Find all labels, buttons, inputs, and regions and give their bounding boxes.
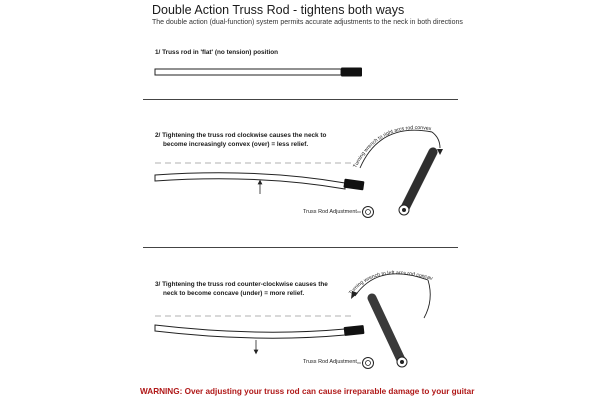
step-2-wrench-icon (399, 152, 433, 215)
warning-text: WARNING: Over adjusting your truss rod can cause irreparable damage to your guitar (140, 387, 475, 396)
step-3-wrench-icon (372, 298, 407, 367)
page-subtitle: The double action (dual-function) system permits accurate adjustments to the neck in both directions (152, 19, 463, 26)
concave-truss-rod (155, 325, 364, 338)
step-3-adjustment-label: Truss Rod Adjustment (303, 359, 357, 365)
step-1-label: 1/ Truss rod in 'flat' (no tension) position (155, 49, 279, 56)
step-2-adjustment-nut-icon (357, 207, 374, 218)
flat-truss-rod (155, 68, 362, 77)
step-2-label-line1: 2/ Tightening the truss rod clockwise causes the neck to (155, 132, 327, 139)
page-title: Double Action Truss Rod - tightens both ways (152, 3, 405, 17)
step-3-adjustment-nut-icon (357, 358, 374, 369)
step-2-label-line2: become increasingly convex (over) = less relief. (163, 141, 309, 148)
step-3-arc-label: Turning wrench to left arcs rod concav (348, 270, 434, 297)
step-2-arc-label: Turning wrench to right arcs rod convex (352, 125, 432, 170)
step-3-label-line1: 3/ Tightening the truss rod counter-clockwise causes the (155, 281, 328, 288)
step-3-label-line2: neck to become concave (under) = more relief. (163, 290, 305, 297)
step-2-adjustment-label: Truss Rod Adjustment (303, 209, 357, 215)
